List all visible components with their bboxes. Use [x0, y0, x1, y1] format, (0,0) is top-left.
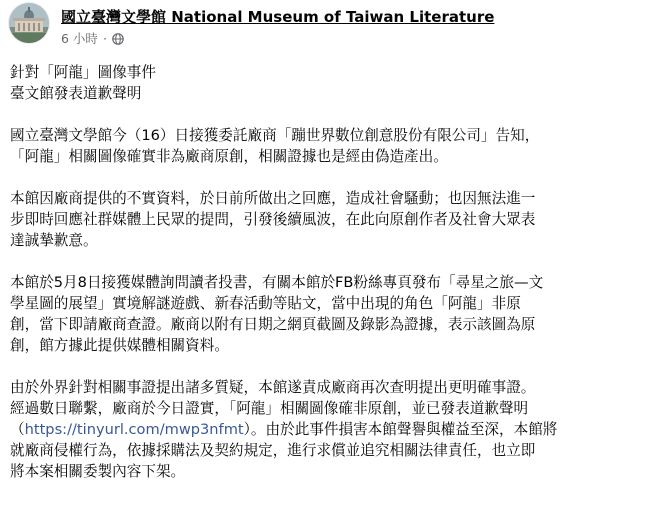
post-timestamp[interactable]: 6 小時	[61, 31, 98, 46]
page-avatar[interactable]	[9, 3, 49, 43]
paragraph-3-line: 本館於5月8日接獲媒體詢問讀者投書，有關本館於FB粉絲專頁發布「尋星之旅—文	[10, 274, 544, 291]
page-name-link[interactable]: 國立臺灣文學館 National Museum of Taiwan Literature	[61, 8, 495, 26]
museum-building-icon	[9, 3, 49, 43]
paragraph-2-line: 本館因廠商提供的不實資料，於日前所做出之回應，造成社會騷動；也因無法進一	[10, 190, 536, 207]
paragraph-4-line: 經過數日聯繫，廠商於今日證實，「阿龍」相關圖像確非原創，並已發表道歉聲明	[10, 400, 529, 417]
paragraph-4-line	[10, 419, 640, 440]
paragraph-4-line: 就廠商侵權行為，依據採購法及契約規定，進行求償並追究相關法律責任，也立即	[10, 442, 536, 459]
paragraph-4-text: ）。由於此事件損害本館聲譽與權益至深，本館將	[243, 421, 558, 438]
globe-icon[interactable]	[112, 33, 124, 45]
paragraph-4-line: 將本案相關委製內容下架。	[10, 463, 186, 480]
meta-separator: ·	[102, 31, 107, 46]
paragraph-3-line: 創，館方據此提供媒體相關資料。	[10, 337, 229, 354]
paragraph-1-line: 國立臺灣文學館今（16）日接獲委託廠商「蹦世界數位創意股份有限公司」告知，	[10, 127, 540, 144]
paragraph-4-line: 由於外界針對相關事證提出諸多質疑，本館遂責成廠商再次查明提出更明確事證。	[10, 379, 536, 396]
paragraph-3-line: 學星圖的展望」實境解謎遊戲、新春活動等貼文，當中出現的角色「阿龍」非原	[10, 295, 521, 312]
post-body	[10, 62, 640, 482]
paragraph-3-line: 創，當下即請廠商查證。廠商以附有日期之網頁截圖及錄影為證據，表示該圖為原	[10, 316, 536, 333]
post-title-line: 針對「阿龍」圖像事件	[10, 64, 156, 81]
paragraph-2-line: 達誠摯歉意。	[10, 232, 98, 249]
paragraph-1-line: 「阿龍」相關圖像確實非為廠商原創，相關證據也是經由偽造產出。	[10, 148, 448, 165]
paren-open: （	[10, 421, 25, 438]
paragraph-2-line: 步即時回應社群媒體上民眾的提問，引發後續風波，在此向原創作者及社會大眾表	[10, 211, 536, 228]
post-meta	[61, 31, 124, 47]
post-title-line: 臺文館發表道歉聲明	[10, 85, 142, 102]
apology-statement-link[interactable]: https://tinyurl.com/mwp3nfmt	[24, 421, 244, 438]
